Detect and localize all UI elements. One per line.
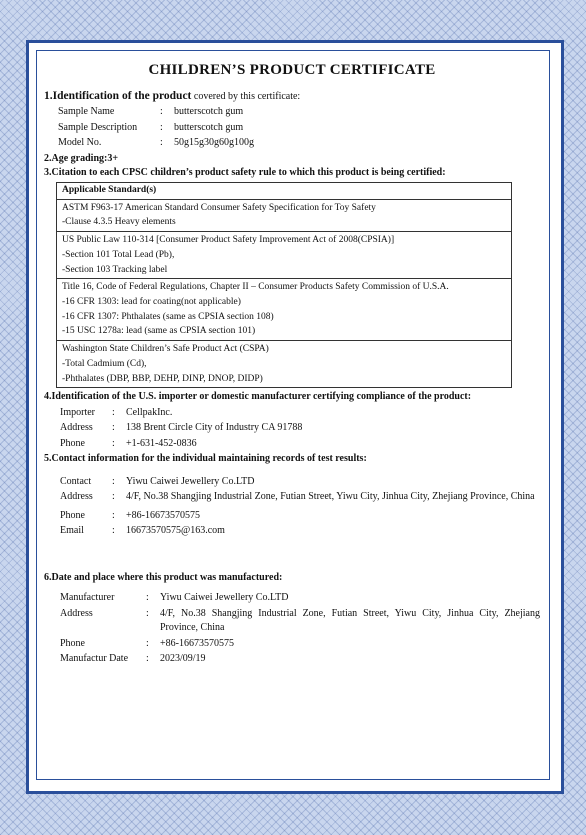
field-importer-phone [44,437,540,452]
field-label: Address [60,422,93,434]
standard-line: -Total Cadmium (Cd), [62,358,147,369]
field-label: Manufactur Date [60,653,129,665]
field-label: Sample Name [58,106,115,118]
field-label: Sample Description [58,121,138,133]
standards-table [56,182,512,388]
section3-heading: 3.Citation to each CPSC children’s product safety rule to which this product is being certified: [44,167,446,179]
certificate-title: CHILDREN’S PRODUCT CERTIFICATE [148,62,436,78]
section5-fields [44,475,540,539]
standard-group-cfr [57,279,512,341]
field-label: Phone [60,637,85,649]
standard-line: -Clause 4.3.5 Heavy elements [62,217,176,228]
field-manufacturer-address [44,607,540,636]
standard-line: -Section 103 Tracking label [62,264,168,275]
section6-fields [44,591,540,667]
field-colon: : [146,653,149,665]
field-manufacture-date [44,652,540,667]
field-label: Model No. [58,137,102,149]
field-value: 16673570575@163.com [126,525,225,537]
section1-heading [44,88,540,105]
field-label: Address [60,607,93,619]
section2-heading: 2.Age grading:3+ [44,152,119,164]
field-colon: : [112,509,115,521]
standard-line: -Section 101 Total Lead (Pb), [62,249,175,260]
field-value: +86-16673570575 [126,509,200,521]
section5-heading: 5.Contact information for the individual maintaining records of test results: [44,453,367,465]
field-value: Yiwu Caiwei Jewellery Co.LTD [126,475,255,487]
field-value: +1-631-452-0836 [126,437,197,449]
standard-line: Washington State Children’s Safe Product Act (CSPA) [62,344,269,355]
field-value: 4/F, No.38 Shangjing Industrial Zone, Futian Street, Yiwu City, Jinhua City, Zhejiang Province, China [126,491,535,503]
section1-heading-text: 1.Identification of the product [44,89,192,102]
section6-heading: 6.Date and place where this product was manufactured: [44,571,283,583]
field-sample-name [44,105,540,120]
field-colon: : [112,437,115,449]
field-manufacturer-phone [44,637,540,652]
standard-line: -Phthalates (DBP, BBP, DEHP, DINP, DNOP, DIDP) [62,373,263,384]
field-value: butterscotch gum [174,121,244,133]
field-colon: : [146,607,149,619]
field-colon: : [112,406,115,418]
field-colon: : [146,592,149,604]
field-sample-description [44,121,540,136]
field-label: Email [60,525,84,537]
field-label: Importer [60,406,95,418]
field-colon: : [112,475,115,487]
field-value: +86-16673570575 [160,637,234,649]
standard-line: -16 CFR 1307: Phthalates (same as CPSIA section 108) [62,311,274,322]
field-colon: : [112,491,115,503]
field-value: Yiwu Caiwei Jewellery Co.LTD [160,592,289,604]
field-value: 50g15g30g60g100g [174,137,254,149]
field-value: 138 Brent Circle City of Industry CA 91788 [126,422,303,434]
certificate-body [44,60,540,780]
field-value: 4/F, No.38 Shangjing Industrial Zone, Futian Street, Yiwu City, Jinhua City, Zhejiang Province, China [160,607,540,634]
field-value: CellpakInc. [126,406,173,418]
field-value: butterscotch gum [174,106,244,118]
standard-group-cpsia [57,232,512,279]
standard-line: -16 CFR 1303: lead for coating(not applicable) [62,297,241,307]
section1-fields [44,105,540,151]
standard-line: Title 16, Code of Federal Regulations, Chapter II – Consumer Products Safety Commission of U.S.A. [62,282,449,293]
field-importer [44,406,540,421]
field-value: 2023/09/19 [160,653,206,665]
field-label: Address [60,491,93,503]
standards-table-header: Applicable Standard(s) [57,182,512,199]
field-label: Manufacturer [60,592,115,604]
standard-line: ASTM F963-17 American Standard Consumer Safety Specification for Toy Safety [62,202,376,213]
standard-group-astm [57,199,512,231]
field-model-no [44,136,540,151]
field-label: Phone [60,509,85,521]
field-label: Phone [60,437,85,449]
field-colon: : [112,422,115,434]
standard-line: -15 USC 1278a: lead (same as CPSIA section 101) [62,326,256,337]
field-colon: : [146,637,149,649]
field-contact-email [44,524,540,539]
field-colon: : [112,525,115,537]
field-contact-address [44,490,540,505]
field-contact-phone [44,509,540,524]
field-colon: : [160,137,163,149]
field-colon: : [160,121,163,133]
field-colon: : [160,106,163,118]
section4-heading: 4.Identification of the U.S. importer or domestic manufacturer certifying compliance of the product: [44,391,472,403]
field-contact [44,475,540,490]
field-manufacturer [44,591,540,606]
standard-line: US Public Law 110-314 [Consumer Product Safety Improvement Act of 2008(CPSIA)] [62,235,395,246]
section4-fields [44,406,540,452]
standard-group-cspa [57,341,512,388]
field-label: Contact [60,475,92,487]
field-importer-address [44,421,540,436]
section1-heading-tail: covered by this certificate: [191,90,301,102]
